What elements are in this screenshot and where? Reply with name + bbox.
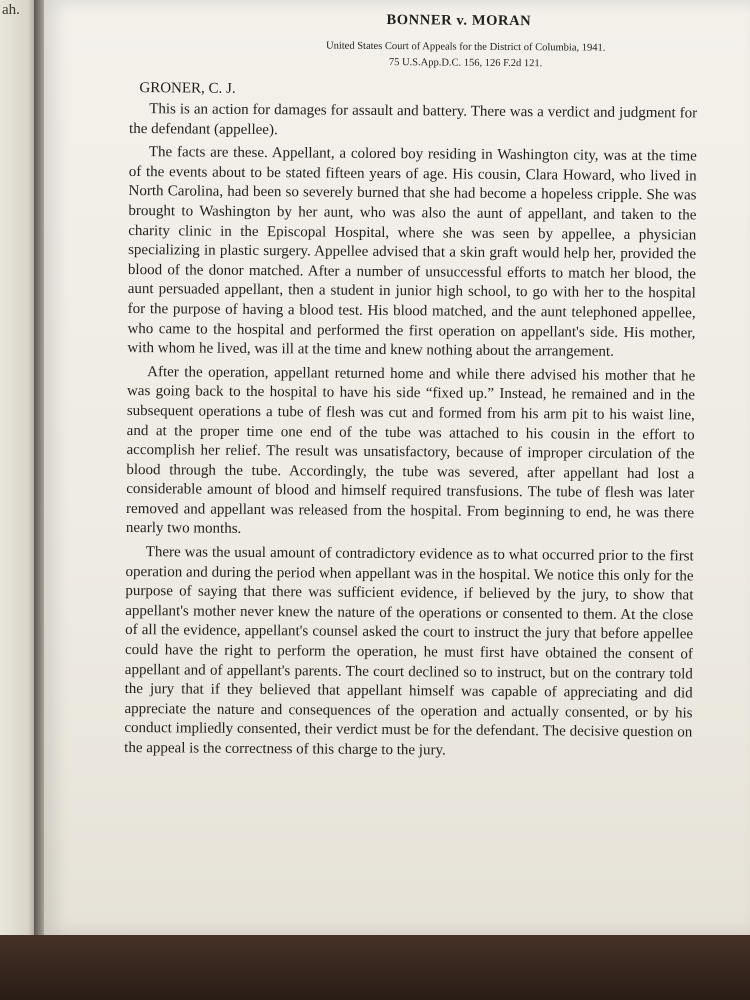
case-text — [124, 10, 698, 763]
paragraph: After the operation, appellant returned home and while there advised his mother that he was going back to the hospital to have his side “fixed up.” Instead, he remained and in the subsequent operations a tube of flesh was cut and formed from his arm pit to his waist line, and at the proper time one end of the tube was attached to his cousin in the effort to accomplish her relief. The result was unsatisfactory, because of improper circulation of the blood through the tube. Accordingly, the tube was severed, after appellant had lost a considerable amount of blood and himself required transfusions. The tube of flesh was later removed and appellant was released from the hospital. From beginning to end, he was there nearly two months. — [125, 363, 696, 538]
paragraph: This is an action for damages for assault and battery. There was a verdict and judgment for the defendant (appellee). — [129, 101, 698, 138]
left-page-text: ah. — [2, 2, 20, 18]
court-line: United States Court of Appeals for the District of Columbia, 1941. — [325, 40, 606, 54]
case-title: BONNER v. MORAN — [386, 12, 532, 30]
table-surface — [0, 930, 750, 1000]
paragraph: There was the usual amount of contradictory evidence as to what occurred prior to the first operation and during the period when appellant was in the hospital. We notice this only for the purpose of saying that there was sufficient evidence, if believed by the jury, to show that appellant's mother never knew the nature of the operations or consented to them. At the close of all the evidence, appellant's counsel asked the court to instruct the jury that before appellee could have the right to perform the operation, he must first have obtained the consent of appellant and of appellant's parents. The court declined so to instruct, but on the contrary told the jury that if they believed that appellant himself was capable of appreciating and did appreciate the nature and consequences of the operation and actually consented, or by his conduct impliedly consented, their verdict must be for the defendant. The decisive question on the appeal is the correctness of this charge to the jury. — [124, 544, 694, 759]
case-citation: 75 U.S.App.D.C. 156, 126 F.2d 121. — [388, 57, 543, 70]
book-page — [44, 0, 750, 935]
judge-name: GRONER, C. J. — [139, 80, 236, 97]
paragraph: The facts are these. Appellant, a colored boy residing in Washington city, was at the time of the events about to be stated fifteen years of age. His cousin, Clara Howard, who lived in North Carolina, had been so severely burned that she had become a hopeless cripple. She was brought to Washington by her aunt, who was also the aunt of appellant, and taken to the charity clinic in the Episcopal Hospital, where she was seen by appellee, a physician specializing in plastic surgery. Appellee advised that a skin graft would help her, provided the blood of the donor matched. After a number of unsuccessful efforts to match her blood, the aunt persuaded appellant, then a student in junior high school, to go with her to the hospital for the purpose of having a blood test. His blood matched, and the aunt telephoned appellee, who came to the hospital and performed the first operation on appellant's side. His mother, with whom he lived, was ill at the time and knew nothing about the arrangement. — [127, 144, 697, 360]
